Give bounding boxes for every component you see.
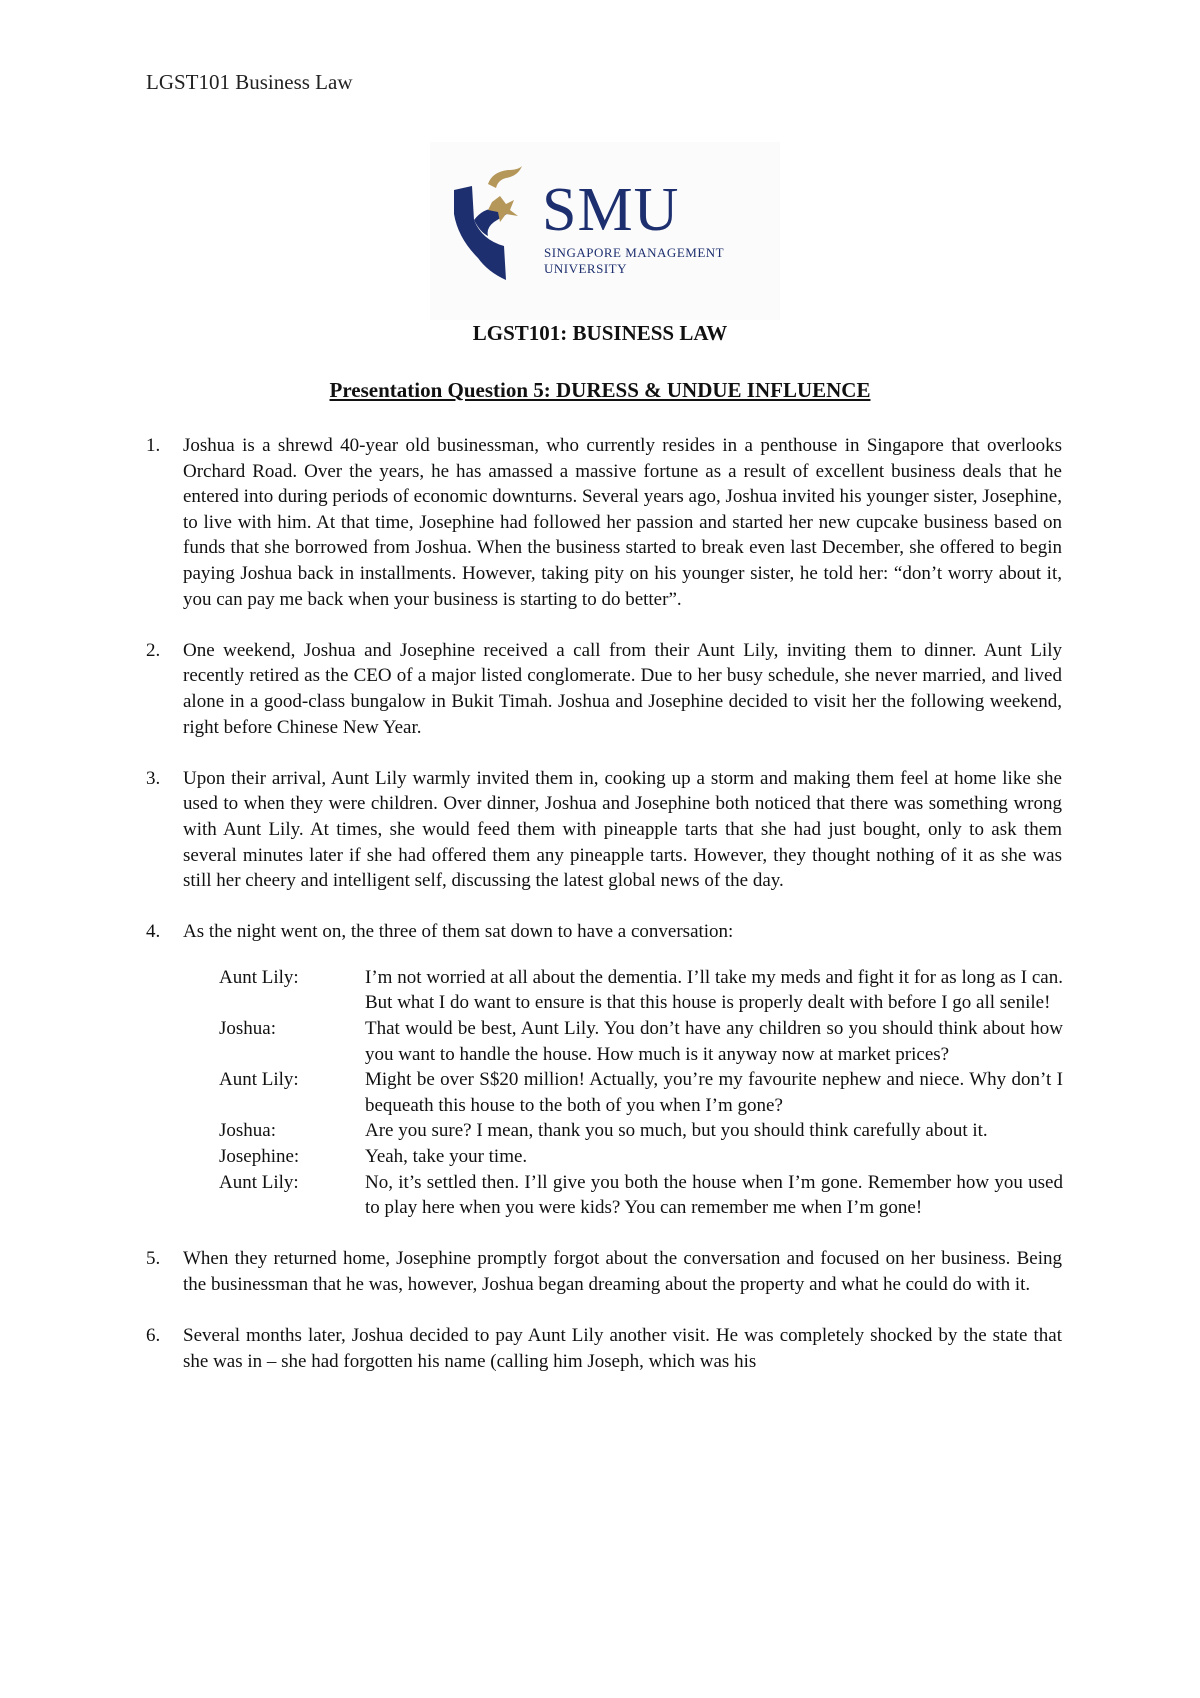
dialogue-row (183, 965, 1071, 1016)
list-item (146, 766, 1062, 894)
logo-wordmark: SMU (542, 176, 680, 244)
dialogue-line: That would be best, Aunt Lily. You don’t have any children so you should think about how you want to handle the house. How much is it anyway now at market prices? (365, 1018, 1063, 1065)
item-number: 6. (146, 1325, 161, 1347)
item-number: 3. (146, 767, 161, 789)
dialogue-line: No, it’s settled then. I’ll give you both the house when I’m gone. Remember how you used to play here when you were kids? You can remember me when I’m gone! (365, 1171, 1063, 1219)
list-item (146, 1323, 1062, 1374)
logo-subtitle (544, 245, 724, 277)
list-item (146, 919, 1062, 1221)
dialogue-speaker: Joshua: (219, 1018, 276, 1040)
dialogue-row (183, 1016, 1071, 1067)
running-header: LGST101 Business Law (146, 70, 353, 94)
dialogue-speaker: Joshua: (219, 1120, 276, 1142)
dialogue-row (183, 1170, 1071, 1221)
dialogue-speaker: Aunt Lily: (219, 966, 299, 988)
item-text: One weekend, Joshua and Josephine received a call from their Aunt Lily, inviting them to dinner. Aunt Lily recently retired as the CEO of a major listed conglomerate. Due to her busy schedule, she never married, and lived alone in a good-class bungalow in Bukit Timah. Joshua and Josephine decided to visit her the following weekend, right before Chinese New Year. (183, 639, 1062, 738)
dialogue-line: Might be over S$20 million! Actually, you’re my favourite nephew and niece. Why don’t I bequeath this house to the both of you when I’m gone? (365, 1069, 1063, 1116)
dialogue-line: Yeah, take your time. (365, 1146, 528, 1168)
item-text: As the night went on, the three of them sat down to have a conversation: (183, 921, 734, 943)
dialogue-row (183, 1144, 1071, 1170)
dialogue-row (183, 1118, 1071, 1144)
item-number: 2. (146, 639, 161, 661)
list-item (146, 638, 1062, 740)
document-subtitle: Presentation Question 5: DURESS & UNDUE INFLUENCE (329, 378, 871, 402)
item-text: Several months later, Joshua decided to pay Aunt Lily another visit. He was completely shocked by the state that she was in – she had forgotten his name (calling him Joseph, which was his (183, 1325, 1062, 1372)
item-text: Joshua is a shrewd 40-year old businessman, who currently resides in a penthouse in Singapore that overlooks Orchard Road. Over the years, he has amassed a massive fortune as a result of excellent business deals that he entered into during periods of economic downturns. Several years ago, Joshua invited his younger sister, Josephine, to live with him. At that time, Josephine had followed her passion and started her new cupcake business based on funds that she borrowed from Joshua. When the business started to break even last December, she offered to begin paying Joshua back in installments. However, taking pity on his younger sister, he told her: “don’t worry about it, you can pay me back when your business is starting to do better”. (183, 435, 1062, 610)
dialogue-table (183, 965, 1071, 1221)
dialogue-speaker: Aunt Lily: (219, 1069, 299, 1091)
smu-logo (430, 142, 780, 320)
question-list (146, 433, 1062, 1400)
item-number: 4. (146, 921, 161, 943)
logo-subtitle-line1: SINGAPORE MANAGEMENT (544, 245, 725, 260)
item-number: 1. (146, 435, 161, 456)
document-title: LGST101: BUSINESS LAW (472, 321, 728, 345)
item-text: Upon their arrival, Aunt Lily warmly invited them in, cooking up a storm and making them feel at home like she used to when they were children. Over dinner, Joshua and Josephine both noticed that there was something wrong with Aunt Lily. At times, she would feed them with pineapple tarts that she had just bought, only to ask them several minutes later if she had offered them any pineapple tarts. However, they thought nothing of it as she was still her cheery and intelligent self, discussing the latest global news of the day. (183, 767, 1062, 892)
item-text: When they returned home, Josephine promptly forgot about the conversation and focused on her business. Being the businessman that he was, however, Joshua began dreaming about the property and what he could do with it. (183, 1248, 1062, 1295)
item-number: 5. (146, 1248, 161, 1270)
dialogue-line: I’m not worried at all about the dementia. I’ll take my meds and fight it for as long as I can. But what I do want to ensure is that this house is properly dealt with before I go all senile! (365, 966, 1063, 1014)
dialogue-line: Are you sure? I mean, thank you so much, but you should think carefully about it. (365, 1120, 988, 1142)
smu-crest-icon (448, 162, 534, 282)
list-item (146, 1246, 1062, 1297)
dialogue-speaker: Josephine: (219, 1146, 300, 1168)
logo-subtitle-line2: UNIVERSITY (544, 261, 627, 276)
dialogue-row (183, 1067, 1071, 1118)
list-item (146, 433, 1062, 612)
dialogue-speaker: Aunt Lily: (219, 1171, 299, 1193)
